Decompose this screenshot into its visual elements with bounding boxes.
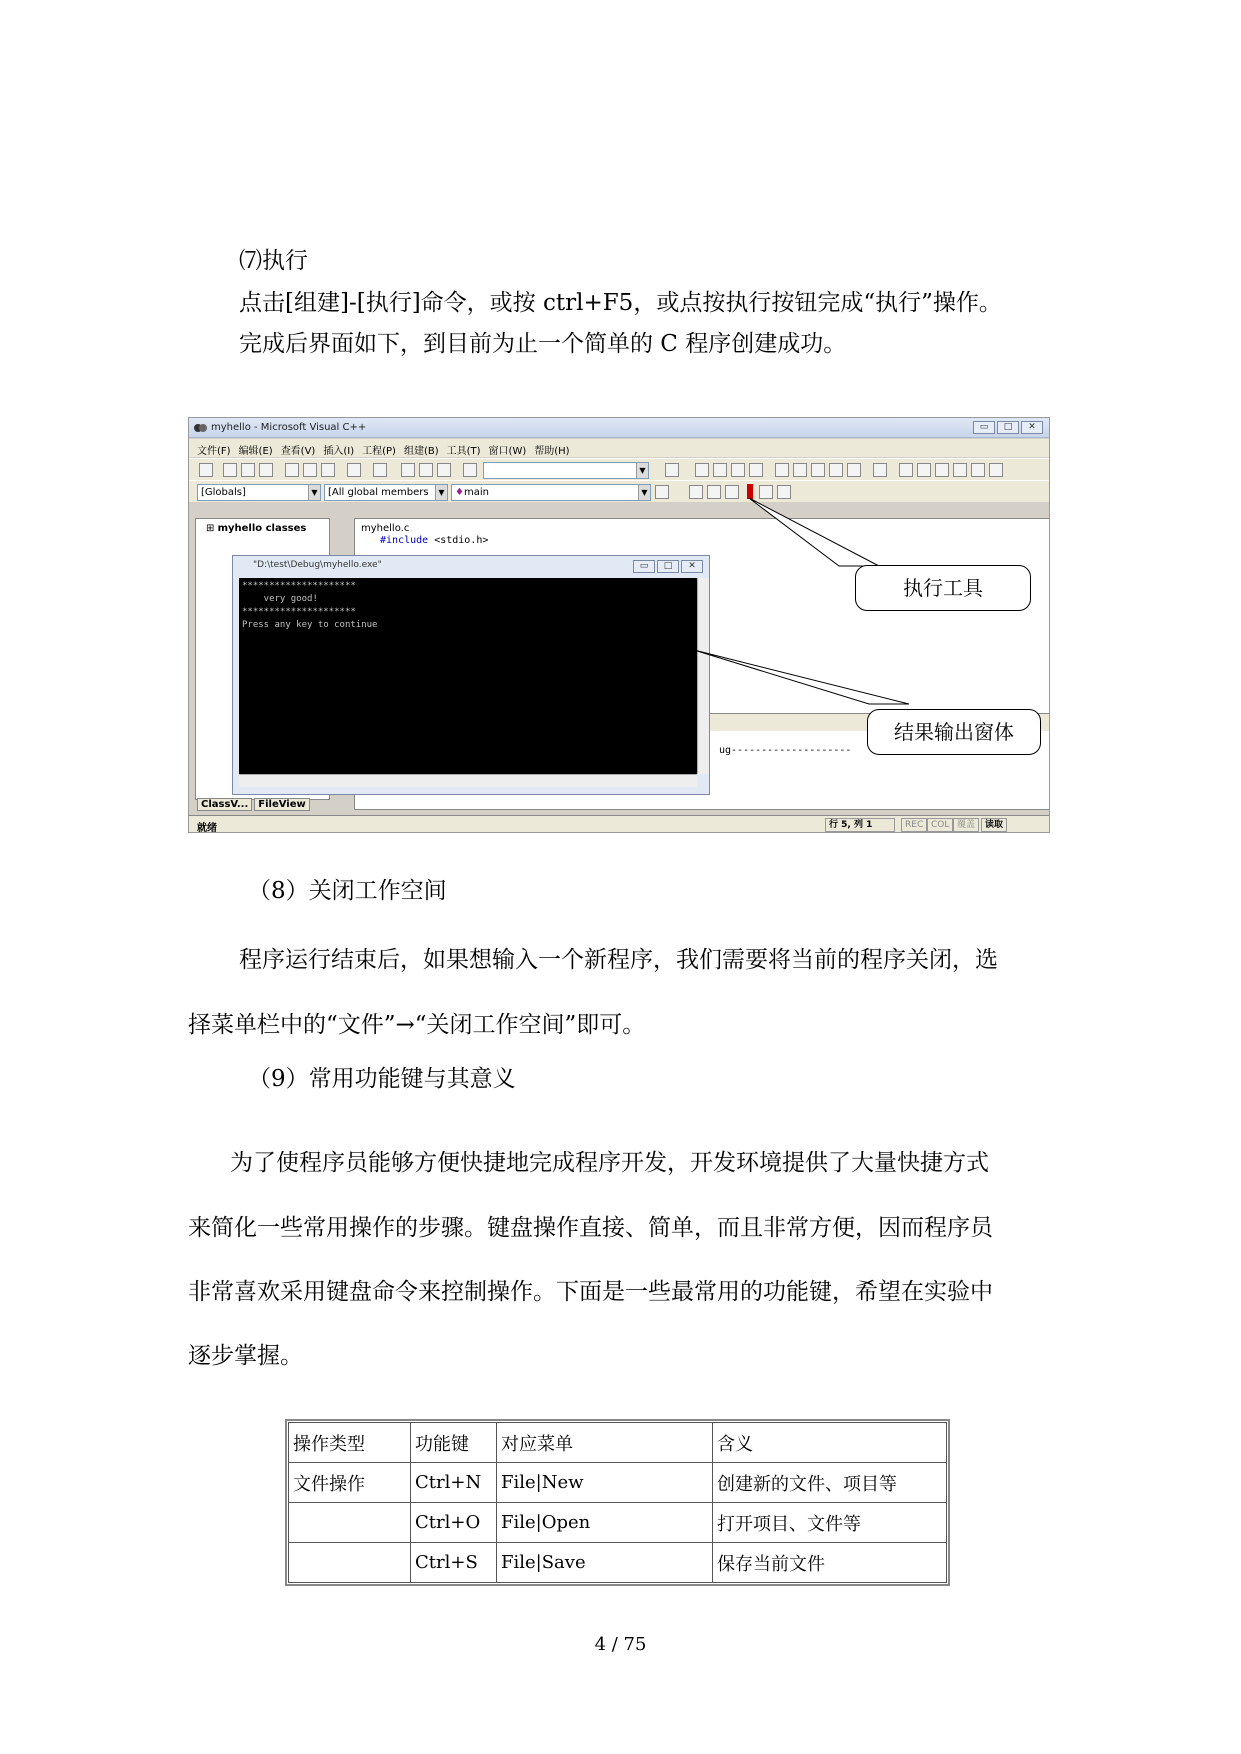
status-rec: REC	[901, 818, 927, 832]
section9-para-line2: 来简化一些常用操作的步骤。键盘操作直接、简单，而且非常方便，因而程序员	[188, 1215, 993, 1241]
table-header-cell: 功能键	[411, 1423, 497, 1463]
callout-execute-tool: 执行工具	[855, 565, 1031, 611]
menu-view[interactable]: 查看(V)	[280, 446, 316, 457]
tab-classview[interactable]: ClassV...	[197, 798, 252, 811]
console-title: "D:\test\Debug\myhello.exe"	[253, 560, 382, 570]
window-title: myhello - Microsoft Visual C++	[211, 422, 367, 433]
table-cell: File|Open	[497, 1503, 713, 1543]
table-header-cell: 对应菜单	[497, 1423, 713, 1463]
menu-file[interactable]: 文件(F)	[197, 446, 231, 457]
menu-tools[interactable]: 工具(T)	[446, 446, 481, 457]
editor-tab[interactable]: myhello.c	[361, 523, 410, 534]
section8-para-line2: 择菜单栏中的“文件”→“关闭工作空间”即可。	[188, 1012, 646, 1038]
table-header-row	[289, 1423, 947, 1463]
table-cell	[289, 1503, 411, 1543]
table-row	[289, 1463, 947, 1503]
menu-help[interactable]: 帮助(H)	[534, 446, 570, 457]
table-cell: Ctrl+O	[411, 1503, 497, 1543]
table-cell: 保存当前文件	[713, 1543, 947, 1583]
shortcut-table	[288, 1422, 947, 1583]
menu-edit[interactable]: 编辑(E)	[238, 446, 273, 457]
close-icon[interactable]: ✕	[1021, 421, 1043, 434]
status-col: COL	[927, 818, 953, 832]
console-minimize-icon[interactable]: ▭	[633, 560, 655, 573]
table-cell: File|New	[497, 1463, 713, 1503]
page-number: 4 / 75	[594, 1634, 647, 1655]
expand-icon[interactable]: ⊞	[206, 523, 215, 534]
section9-para-line3: 非常喜欢采用键盘命令来控制操作。下面是一些最常用的功能键，希望在实验中	[188, 1279, 993, 1305]
console-close-icon[interactable]: ✕	[681, 560, 703, 573]
section7-heading: ⑺执行	[239, 248, 308, 274]
vc-screenshot	[188, 417, 1050, 833]
section8-para-line1: 程序运行结束后，如果想输入一个新程序，我们需要将当前的程序关闭，选	[239, 947, 998, 973]
table-header-cell: 含义	[713, 1423, 947, 1463]
callout-output-window: 结果输出窗体	[867, 709, 1041, 755]
status-read: 读取	[981, 818, 1007, 832]
globals-combo[interactable]: [Globals] ▼	[197, 484, 321, 501]
table-cell: 创建新的文件、项目等	[713, 1463, 947, 1503]
tree-item[interactable]: myhello classes	[217, 523, 307, 534]
table-header-cell: 操作类型	[289, 1423, 411, 1463]
find-combo[interactable]: ▼	[483, 462, 649, 479]
code-line: #include <stdio.h>	[380, 535, 489, 546]
section9-para-line4: 逐步掌握。	[188, 1343, 303, 1369]
members-combo[interactable]: [All global members ▼	[324, 484, 448, 501]
minimize-icon[interactable]: ▭	[973, 421, 995, 434]
menu-build[interactable]: 组建(B)	[403, 446, 439, 457]
table-cell: 打开项目、文件等	[713, 1503, 947, 1543]
status-position: 行 5, 列 1	[825, 818, 895, 832]
status-ready: 就绪	[197, 823, 217, 833]
callout-pointers	[189, 418, 1050, 833]
output-text: ug--------------------	[719, 745, 852, 756]
table-cell	[289, 1543, 411, 1583]
tab-fileview[interactable]: FileView	[254, 798, 309, 811]
section8-heading: （8）关闭工作空间	[248, 878, 447, 904]
section7-line2: 完成后界面如下，到目前为止一个简单的 C 程序创建成功。	[239, 331, 847, 357]
section9-heading: （9）常用功能键与其意义	[248, 1066, 516, 1092]
main-combo[interactable]: ♦main ▼	[451, 484, 651, 501]
section9-para-line1: 为了使程序员能够方便快捷地完成程序开发，开发环境提供了大量快捷方式	[230, 1150, 989, 1176]
table-cell: File|Save	[497, 1543, 713, 1583]
table-row	[289, 1543, 947, 1583]
menu-insert[interactable]: 插入(I)	[323, 446, 355, 457]
console-output: ********************* very good! ********************* Press any key to continue	[242, 581, 378, 630]
section7-line1: 点击[组建]-[执行]命令，或按 ctrl+F5，或点按执行按钮完成“执行”操作。	[239, 290, 1002, 316]
table-cell: Ctrl+S	[411, 1543, 497, 1583]
maximize-icon[interactable]: □	[997, 421, 1019, 434]
menu-window[interactable]: 窗口(W)	[488, 446, 527, 457]
table-row	[289, 1503, 947, 1543]
console-maximize-icon[interactable]: □	[657, 560, 679, 573]
table-cell: Ctrl+N	[411, 1463, 497, 1503]
table-cell: 文件操作	[289, 1463, 411, 1503]
status-ovr: 覆盖	[953, 818, 979, 832]
menu-project[interactable]: 工程(P)	[362, 446, 396, 457]
